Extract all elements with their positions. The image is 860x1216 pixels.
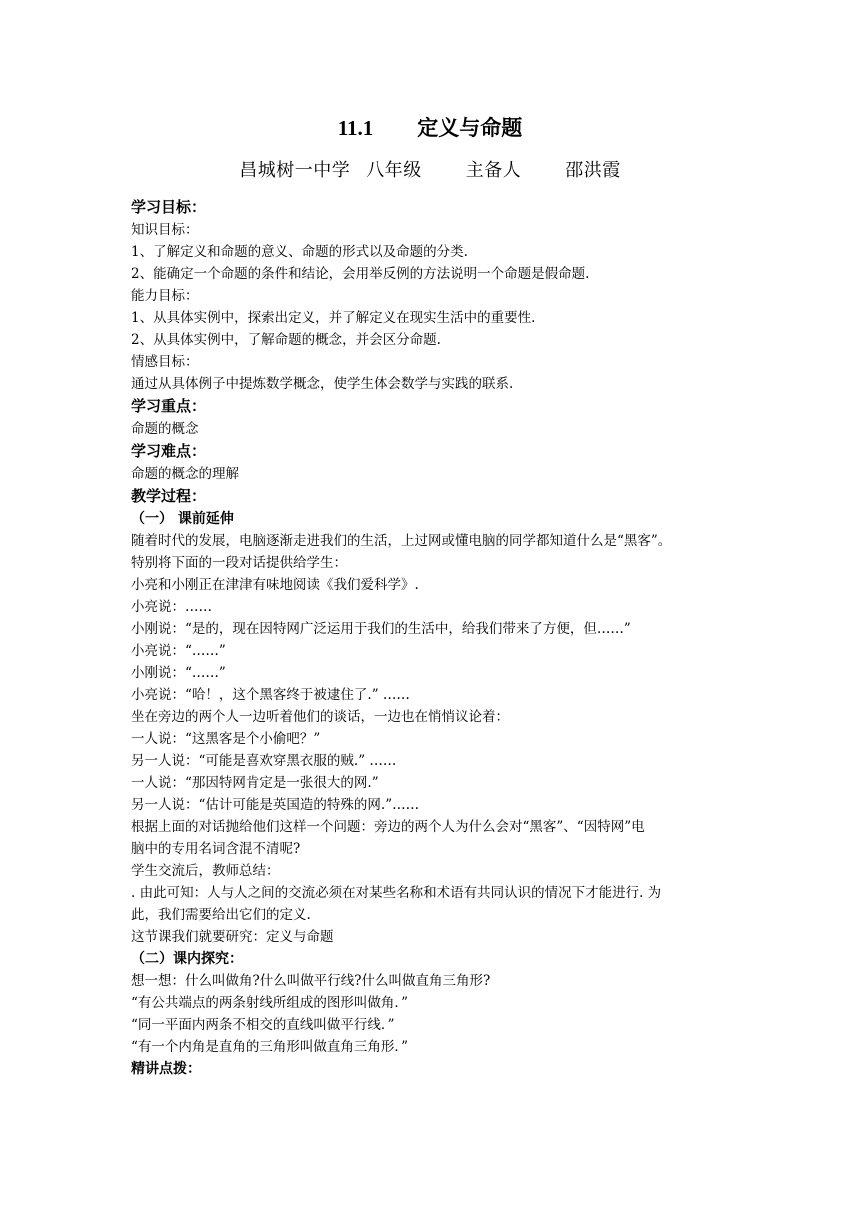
dialogue-line: 另一人说：“估计可能是英国造的特殊的网.”…… bbox=[131, 797, 420, 813]
document-title bbox=[0, 112, 860, 144]
document-subtitle bbox=[0, 158, 860, 184]
dialogue-line: 一人说：“那因特网肯定是一张很大的网.” bbox=[131, 775, 379, 791]
paragraph: 2、从具体实例中，了解命题的概念，并会区分命题. bbox=[131, 332, 441, 348]
subheading-knowledge: 知识目标： bbox=[131, 222, 199, 238]
definition-line: “有一个内角是直角的三角形叫做直角三角形．” bbox=[131, 1039, 409, 1055]
paragraph: 1、了解定义和命题的意义、命题的形式以及命题的分类. bbox=[131, 244, 468, 260]
definition-line: “有公共端点的两条射线所组成的图形叫做角．” bbox=[131, 995, 409, 1011]
paragraph: 想一想：什么叫做角?什么叫做平行线?什么叫做直角三角形? bbox=[131, 973, 491, 989]
paragraph: 命题的概念的理解 bbox=[131, 466, 239, 482]
subsection-heading-explanation: 精讲点拨： bbox=[131, 1061, 201, 1077]
dialogue-line: 小亮说：“……” bbox=[131, 643, 226, 659]
document-body bbox=[131, 196, 741, 1080]
paragraph: 根据上面的对话抛给他们这样一个问题：旁边的两个人为什么会对“黑客”、“因特网”电 bbox=[131, 819, 645, 835]
section-heading-key-points: 学习重点： bbox=[131, 397, 207, 415]
dialogue-line: 一人说：“这黑客是个小偷吧？” bbox=[131, 731, 321, 747]
dialogue-line: 小刚说：“是的，现在因特网广泛运用于我们的生活中，给我们带来了方便，但……” bbox=[131, 621, 631, 637]
subheading-emotion: 情感目标： bbox=[131, 354, 199, 370]
section-heading-objectives: 学习目标： bbox=[131, 198, 207, 216]
paragraph: 2、能确定一个命题的条件和结论，会用举反例的方法说明一个命题是假命题. bbox=[131, 266, 590, 282]
paragraph: 坐在旁边的两个人一边听着他们的谈话，一边也在悄悄议论着： bbox=[131, 709, 509, 725]
paragraph: 这节课我们就要研究：定义与命题 bbox=[131, 929, 334, 945]
subsection-heading-in-class: （二）课内探究： bbox=[131, 951, 243, 967]
subsection-heading-pre-class: （一） 课前延伸 bbox=[131, 511, 234, 527]
school-name: 昌城树一中学 bbox=[239, 160, 351, 181]
paragraph: 通过从具体例子中提炼数学概念，使学生体会数学与实践的联系. bbox=[131, 376, 514, 392]
title-text: 定义与命题 bbox=[417, 116, 523, 140]
paragraph: 1、从具体实例中，探索出定义，并了解定义在现实生活中的重要性. bbox=[131, 310, 536, 326]
section-heading-difficulties: 学习难点： bbox=[131, 442, 207, 460]
author-name: 邵洪霞 bbox=[565, 160, 621, 181]
dialogue-line: 小亮说：…… bbox=[131, 599, 212, 615]
title-number: 11.1 bbox=[337, 116, 374, 140]
paragraph: 脑中的专用名词含混不清呢? bbox=[131, 841, 301, 857]
paragraph: . 由此可知：人与人之间的交流必须在对某些名称和术语有共同认识的情况下才能进行. 为 bbox=[131, 885, 662, 901]
paragraph: 此，我们需要给出它们的定义. bbox=[131, 907, 311, 923]
paragraph: 小亮和小刚正在津津有味地阅读《我们爱科学》. bbox=[131, 577, 419, 593]
grade: 八年级 bbox=[366, 160, 422, 181]
section-heading-process: 教学过程： bbox=[131, 487, 207, 505]
paragraph: 随着时代的发展，电脑逐渐走进我们的生活，上过网或懂电脑的同学都知道什么是“黑客”。 bbox=[131, 533, 672, 549]
dialogue-line: 小刚说：“……” bbox=[131, 665, 226, 681]
subheading-ability: 能力目标： bbox=[131, 288, 199, 304]
dialogue-line: 另一人说：“可能是喜欢穿黑衣服的贼.” …… bbox=[131, 753, 397, 769]
paragraph: 学生交流后，教师总结： bbox=[131, 863, 280, 879]
preparer-role: 主备人 bbox=[465, 160, 522, 181]
dialogue-line: 小亮说：“哈！，这个黑客终于被逮住了.” …… bbox=[131, 687, 410, 703]
paragraph: 命题的概念 bbox=[131, 421, 199, 437]
paragraph: 特别将下面的一段对话提供给学生： bbox=[131, 555, 347, 571]
definition-line: “同一平面内两条不相交的直线叫做平行线．” bbox=[131, 1017, 395, 1033]
